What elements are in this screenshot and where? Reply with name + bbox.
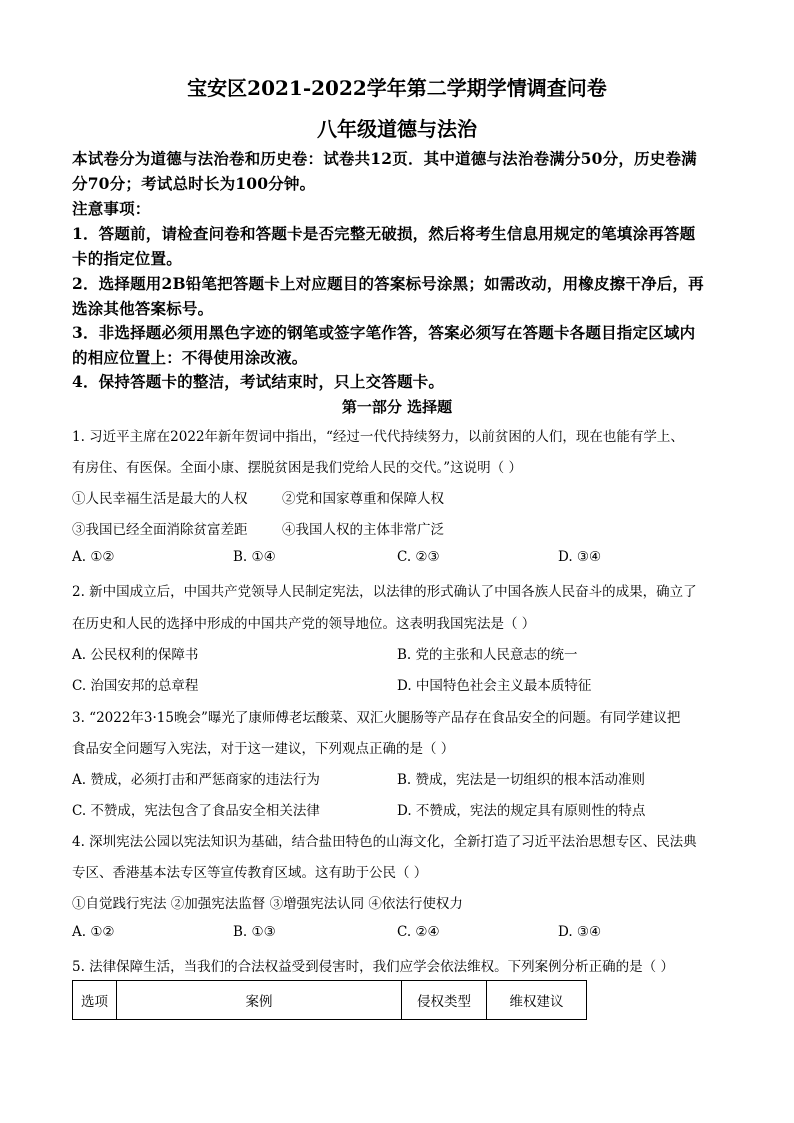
table-header-row	[73, 981, 587, 1020]
q4-option-a: A. ①②	[72, 924, 115, 940]
section-title: 第一部分 选择题	[341, 398, 453, 416]
q1-stem-1: 1. 习近平主席在2022年新年贺词中指出，“经过一代代持续努力，以前贫困的人们，现在也能有学上、	[72, 429, 684, 445]
q1-option-d: D. ③④	[558, 549, 602, 565]
q3-option-b: B. 赞成，宪法是一切组织的根本活动准则	[397, 772, 646, 788]
notice-2a: 2．选择题用2B铅笔把答题卡上对应题目的答案标号涂黑；如需改动，用橡皮擦干净后，再	[72, 274, 704, 293]
q3-stem-1: 3. “2022年3·15晚会”曝光了康师傅老坛酸菜、双汇火腿肠等产品存在食品安全的问题。有同学建议把	[72, 710, 681, 726]
q4-stem-1: 4. 深圳宪法公园以宪法知识为基础，结合盐田特色的山海文化，全新打造了习近平法治思想专区、民法典	[72, 834, 697, 850]
q1-statement-2: ②党和国家尊重和保障人权	[282, 491, 444, 507]
notice-3b: 的相应位置上：不得使用涂改液。	[72, 348, 308, 367]
q3-stem-2: 食品安全问题写入宪法，对于这一建议，下列观点正确的是（ ）	[72, 741, 455, 757]
q1-option-b: B. ①④	[233, 549, 276, 565]
intro-line-1: 本试卷分为道德与法治卷和历史卷：试卷共12页．其中道德与法治卷满分50分，历史卷满	[72, 149, 697, 168]
q2-option-d: D. 中国特色社会主义最本质特征	[397, 678, 592, 694]
notice-title: 注意事项：	[72, 199, 151, 218]
q3-option-c: C. 不赞成，宪法包含了食品安全相关法律	[72, 803, 320, 819]
q1-stem-2: 有房住、有医保。全面小康、摆脱贫困是我们党给人民的交代。”这说明（ ）	[72, 460, 522, 476]
q2-option-c: C. 治国安邦的总章程	[72, 678, 199, 694]
notice-2b: 选涂其他答案标号。	[72, 299, 214, 318]
q4-option-d: D. ③④	[558, 924, 602, 940]
table-header-infringement-type: 侵权类型	[402, 981, 487, 1020]
notice-1a: 1．答题前，请检查问卷和答题卡是否完整无破损，然后将考生信息用规定的笔填涂再答题	[72, 224, 696, 243]
notice-1b: 卡的指定位置。	[72, 249, 182, 268]
exam-title: 宝安区2021-2022学年第二学期学情调查问卷	[187, 76, 607, 100]
q2-stem-2: 在历史和人民的选择中形成的中国共产党的领导地位。这表明我国宪法是（ ）	[72, 616, 536, 632]
q3-option-a: A. 赞成，必须打击和严惩商家的违法行为	[72, 772, 320, 788]
q4-option-b: B. ①③	[233, 924, 276, 940]
q5-stem: 5. 法律保障生活，当我们的合法权益受到侵害时，我们应学会依法维权。下列案例分析正确的是（ ）	[72, 959, 674, 975]
q2-stem-1: 2. 新中国成立后，中国共产党领导人民制定宪法，以法律的形式确认了中国各族人民奋斗的成果，确立了	[72, 584, 697, 600]
table-header-advice: 维权建议	[487, 981, 587, 1020]
q1-option-a: A. ①②	[72, 549, 115, 565]
q2-option-a: A. 公民权利的保障书	[72, 647, 199, 663]
table-header-case: 案例	[117, 981, 402, 1020]
table-header-option: 选项	[73, 981, 117, 1020]
exam-subtitle: 八年级道德与法治	[317, 117, 477, 141]
q2-option-b: B. 党的主张和人民意志的统一	[397, 647, 578, 663]
notice-4: 4．保持答题卡的整洁，考试结束时，只上交答题卡。	[72, 372, 445, 391]
q3-option-d: D. 不赞成，宪法的规定具有原则性的特点	[397, 803, 646, 819]
notice-3a: 3．非选择题必须用黑色字迹的钢笔或签字笔作答，答案必须写在答题卡各题目指定区域内	[72, 323, 696, 342]
q1-statement-3: ③我国已经全面消除贫富差距	[72, 522, 248, 538]
q1-statement-4: ④我国人权的主体非常广泛	[282, 522, 444, 538]
q4-stem-2: 专区、香港基本法专区等宣传教育区域。这有助于公民（ ）	[72, 865, 428, 881]
q5-case-table	[72, 980, 587, 1020]
intro-line-2: 分70分；考试总时长为100分钟。	[72, 174, 316, 193]
q1-option-c: C. ②③	[397, 549, 440, 565]
q4-option-c: C. ②④	[397, 924, 440, 940]
q1-statement-1: ①人民幸福生活是最大的人权	[72, 491, 248, 507]
q4-statements: ①自觉践行宪法 ②加强宪法监督 ③增强宪法认同 ④依法行使权力	[72, 896, 463, 912]
